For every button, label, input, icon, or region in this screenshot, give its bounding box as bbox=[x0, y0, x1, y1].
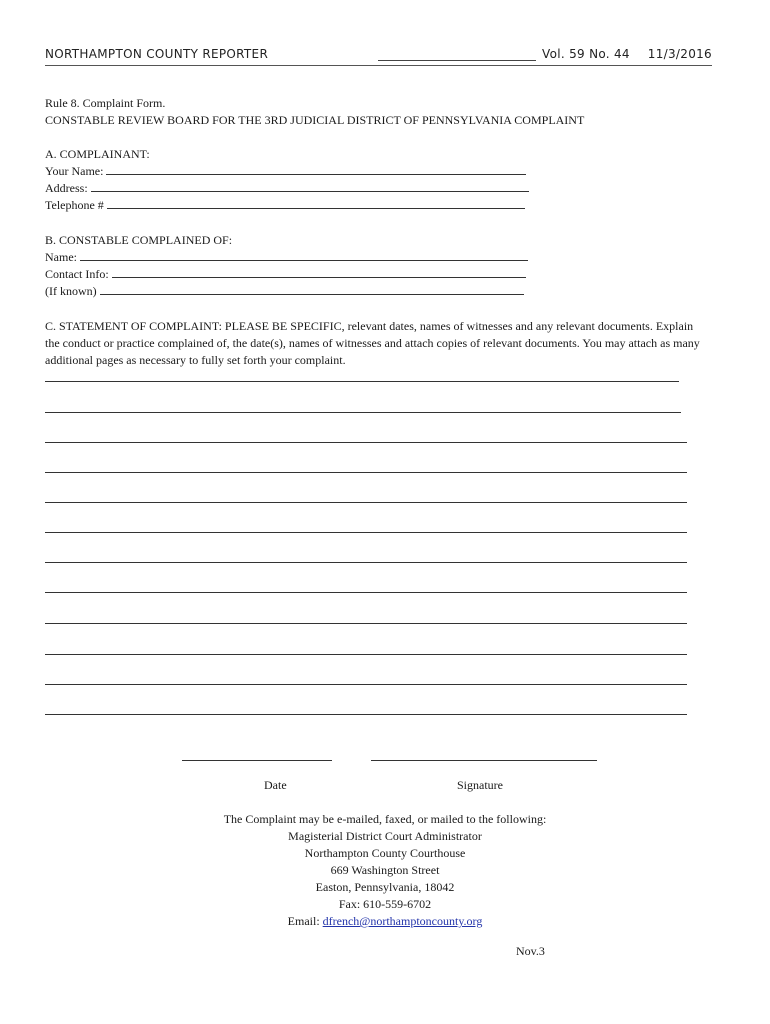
statement-line[interactable] bbox=[45, 623, 687, 624]
telephone-label: Telephone # bbox=[45, 198, 104, 212]
constable-name-label: Name: bbox=[45, 250, 77, 264]
administrator-name: Magisterial District Court Administrator bbox=[288, 829, 482, 843]
if-known-input[interactable] bbox=[100, 284, 524, 295]
contact-info-input[interactable] bbox=[112, 267, 526, 278]
city-address: Easton, Pennsylvania, 18042 bbox=[315, 880, 455, 894]
publication-title: NORTHAMPTON COUNTY REPORTER bbox=[45, 47, 269, 61]
signature-line[interactable] bbox=[371, 760, 597, 761]
street-address: 669 Washington Street bbox=[330, 863, 440, 877]
email-link[interactable]: dfrench@northamptoncounty.org bbox=[322, 914, 483, 928]
if-known-label: (If known) bbox=[45, 284, 97, 298]
telephone-input[interactable] bbox=[107, 198, 525, 209]
statement-line[interactable] bbox=[45, 472, 687, 473]
rule-title: Rule 8. Complaint Form. bbox=[45, 96, 166, 110]
page-header bbox=[45, 45, 712, 66]
date-label: Date bbox=[264, 778, 287, 792]
contact-info-label: Contact Info: bbox=[45, 267, 109, 281]
statement-line[interactable] bbox=[45, 381, 679, 382]
volume-number: Vol. 59 No. 44 bbox=[542, 47, 630, 61]
constable-name-field[interactable] bbox=[45, 249, 528, 266]
statement-line[interactable] bbox=[45, 562, 687, 563]
section-a-heading: A. COMPLAINANT: bbox=[45, 147, 150, 161]
contact-info-field[interactable] bbox=[45, 266, 526, 283]
courthouse-name: Northampton County Courthouse bbox=[304, 846, 466, 860]
header-rule bbox=[378, 45, 536, 61]
statement-line[interactable] bbox=[45, 684, 687, 685]
your-name-field[interactable] bbox=[45, 163, 526, 180]
issue-date: 11/3/2016 bbox=[647, 47, 712, 61]
address-input[interactable] bbox=[91, 181, 529, 192]
submission-intro: The Complaint may be e-mailed, faxed, or mailed to the following: bbox=[223, 812, 547, 826]
statement-line[interactable] bbox=[45, 412, 681, 413]
constable-name-input[interactable] bbox=[80, 250, 528, 261]
statement-line[interactable] bbox=[45, 592, 687, 593]
address-label: Address: bbox=[45, 181, 88, 195]
section-b-heading: B. CONSTABLE COMPLAINED OF: bbox=[45, 233, 233, 247]
email-row bbox=[0, 913, 770, 930]
statement-line[interactable] bbox=[45, 442, 687, 443]
telephone-field[interactable] bbox=[45, 197, 525, 214]
statement-line[interactable] bbox=[45, 654, 687, 655]
address-field[interactable] bbox=[45, 180, 529, 197]
page-number: Nov.3 bbox=[516, 944, 545, 958]
statement-line[interactable] bbox=[45, 502, 687, 503]
statement-line[interactable] bbox=[45, 532, 687, 533]
board-title: CONSTABLE REVIEW BOARD FOR THE 3RD JUDICIAL DISTRICT OF PENNSYLVANIA COMPLAINT bbox=[45, 113, 585, 127]
email-label: Email: bbox=[287, 914, 320, 928]
signature-label: Signature bbox=[457, 778, 503, 792]
your-name-input[interactable] bbox=[106, 164, 526, 175]
date-line[interactable] bbox=[182, 760, 332, 761]
statement-instructions: C. STATEMENT OF COMPLAINT: PLEASE BE SPECIFIC, relevant dates, names of witnesses and any relevant documents. Explain the conduct or practice complained of, the date(s), names of witnesses and attach copies of relevant documents. You may attach as many additional pages as necessary to fully set forth your complaint. bbox=[45, 319, 700, 367]
fax-number: Fax: 610-559-6702 bbox=[338, 897, 432, 911]
if-known-field[interactable] bbox=[45, 283, 524, 300]
your-name-label: Your Name: bbox=[45, 164, 104, 178]
statement-line[interactable] bbox=[45, 714, 687, 715]
